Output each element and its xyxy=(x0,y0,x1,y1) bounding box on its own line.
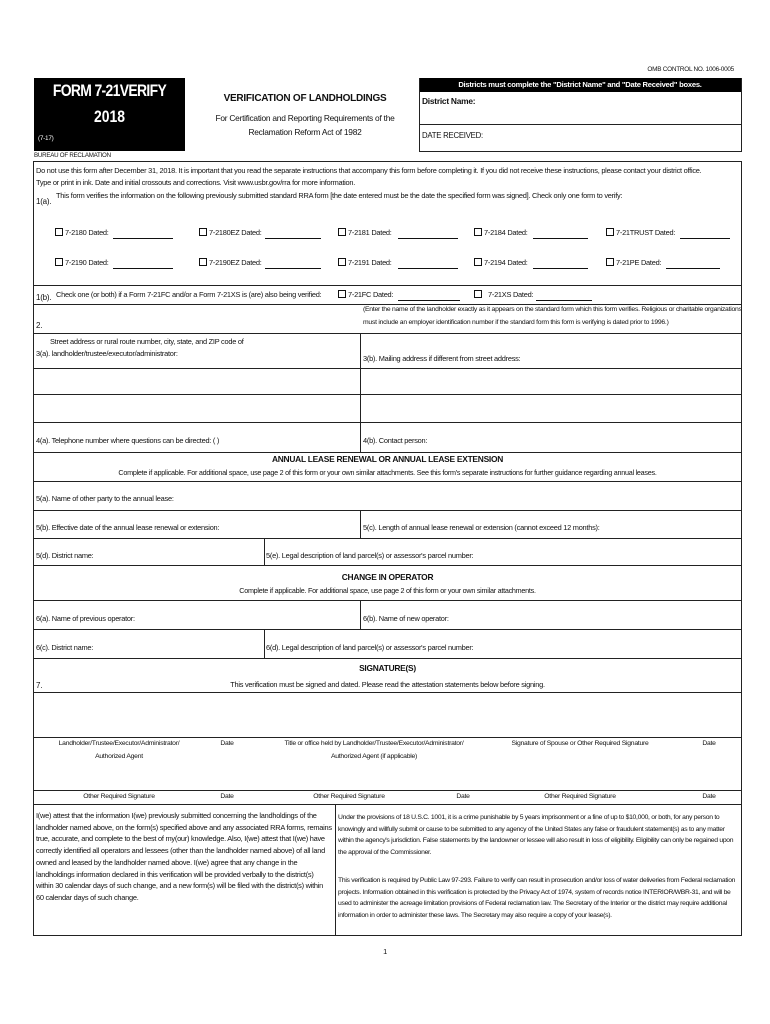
omb-control-number: OMB CONTROL NO. 1006-0005 xyxy=(647,66,734,73)
form-7-2190-date[interactable] xyxy=(113,268,173,269)
penalty-statement: Under the provisions of 18 U.S.C. 1001, it is a crime punishable by 5 years imprisonment or a fine of up to $10,000, or both, for any person to knowingly and willfully submit or cause to be submitted to any agency of the United States any false or fraudulent statement(s) as to any matter within the agency's jurisdiction. False statements by the landowner or lessee will also result in loss of eligibility. Eligibility can only be regained upon the approval of the Commissioner. xyxy=(338,814,734,857)
form-7-21trust-date[interactable] xyxy=(680,238,730,239)
sig-other-date-1: Date xyxy=(220,793,234,800)
checkbox-7-2191[interactable] xyxy=(338,258,346,266)
checkbox-7-2180[interactable] xyxy=(55,228,63,236)
form-7-2190ez-date[interactable] xyxy=(265,268,321,269)
q6a-label[interactable]: 6(a). Name of previous operator: xyxy=(36,614,135,623)
sig-other-date-3: Date xyxy=(702,793,716,800)
sig-col-landholder-2: Authorized Agent xyxy=(95,753,143,760)
q5a-label[interactable]: 5(a). Name of other party to the annual lease: xyxy=(36,494,174,503)
sig-other-date-2: Date xyxy=(456,793,470,800)
form-7-2181-label: 7-2181 Dated: xyxy=(348,228,392,237)
sig-col-date-2: Date xyxy=(702,740,716,747)
subtitle-line-2: Reclamation Reform Act of 1982 xyxy=(248,127,362,137)
q2-note-1: (Enter the name of the landholder exactly as it appears on the standard form which this form verifies. Religious or charitable organizations xyxy=(363,306,742,313)
lease-section-title: ANNUAL LEASE RENEWAL OR ANNUAL LEASE EXTENSION xyxy=(271,454,504,464)
q1a-number: 1(a). xyxy=(36,197,52,206)
form-7-2180ez-date[interactable] xyxy=(265,238,321,239)
sig-col-title-1: Title or office held by Landholder/Trustee/Executor/Administrator/ xyxy=(284,740,464,747)
q6b-label[interactable]: 6(b). Name of new operator: xyxy=(363,614,449,623)
signatures-title: SIGNATURE(S) xyxy=(359,663,416,673)
main-title: VERIFICATION OF LANDHOLDINGS xyxy=(223,93,387,104)
district-banner-text: Districts must complete the "District Name" and "Date Received" boxes. xyxy=(458,80,702,89)
secondary-signature-area[interactable] xyxy=(34,765,741,789)
form-revision: (7-17) xyxy=(38,135,54,142)
sig-col-title-2: Authorized Agent (if applicable) xyxy=(330,753,418,760)
intro-line-2: Type or print in ink. Date and initial crossouts and corrections. Visit www.usbr.gov/rra for more information. xyxy=(36,178,356,187)
sig-col-spouse: Signature of Spouse or Other Required Signature xyxy=(511,740,649,747)
q1a-text: This form verifies the information on the following previously submitted standard RRA form [the date entered must be the date the specified form was signed]. Check only one form to verify: xyxy=(56,191,623,200)
sig-other-2: Other Required Signature xyxy=(313,793,385,800)
form-7-2194-label: 7-2194 Dated: xyxy=(484,258,528,267)
checkbox-7-21fc[interactable] xyxy=(338,290,346,298)
form-title-block xyxy=(34,78,185,151)
checkbox-7-21trust[interactable] xyxy=(606,228,614,236)
q2-note-2: must include an employer identification number if the standard form this form is verifying is dated prior to 1996.) xyxy=(363,319,669,326)
form-7-2181-date[interactable] xyxy=(398,238,458,239)
form-7-21fc-label: 7-21FC Dated: xyxy=(348,290,394,299)
checkbox-7-2184[interactable] xyxy=(474,228,482,236)
lease-section-note: Complete if applicable. For additional space, use page 2 of this form or your own similar attachments. See this form's separate instructions for further guidance regarding annual leases. xyxy=(118,468,657,477)
q6c-label[interactable]: 6(c). District name: xyxy=(36,643,94,652)
operator-section-title: CHANGE IN OPERATOR xyxy=(341,572,434,582)
date-received-field[interactable] xyxy=(420,125,740,150)
q3b-label: 3(b). Mailing address if different from street address: xyxy=(363,354,521,363)
mailing-address-line-1[interactable] xyxy=(361,369,741,394)
subtitle-line-1: For Certification and Reporting Requirements of the xyxy=(215,113,395,123)
street-address-line-2[interactable] xyxy=(34,395,359,422)
signatures-note: This verification must be signed and dated. Please read the attestation statements below before signing. xyxy=(230,680,545,689)
checkbox-7-2181[interactable] xyxy=(338,228,346,236)
q5e-label[interactable]: 5(e). Legal description of land parcel(s) or assessor's parcel number: xyxy=(266,551,474,560)
sig-col-date-1: Date xyxy=(220,740,234,747)
sig-other-3: Other Required Signature xyxy=(544,793,616,800)
q2-number: 2. xyxy=(36,321,43,330)
intro-line-1: Do not use this form after December 31, 2018. It is important that you read the separate instructions that accompany this form before completing it. If you did not receive these instructions, please contact your district office. xyxy=(36,166,702,175)
form-title: FORM 7-21VERIFY xyxy=(52,81,167,100)
district-name-label: District Name: xyxy=(422,96,476,106)
form-7-21xs-label: 7-21XS Dated: xyxy=(488,290,534,299)
form-7-2184-date[interactable] xyxy=(533,238,588,239)
checkbox-7-2180ez[interactable] xyxy=(199,228,207,236)
form-7-21trust-label: 7-21TRUST Dated: xyxy=(616,228,676,237)
sig-other-1: Other Required Signature xyxy=(83,793,155,800)
checkbox-7-2194[interactable] xyxy=(474,258,482,266)
page-number: 1 xyxy=(383,947,387,956)
primary-signature-area[interactable] xyxy=(34,693,741,737)
form-7-2190-label: 7-2190 Dated: xyxy=(65,258,109,267)
form-7-2184-label: 7-2184 Dated: xyxy=(484,228,528,237)
operator-section-note: Complete if applicable. For additional space, use page 2 of this form or your own similar attachments. xyxy=(239,586,536,595)
checkbox-7-21pe[interactable] xyxy=(606,258,614,266)
q4a-phone-label[interactable]: 4(a). Telephone number where questions can be directed: ( ) xyxy=(36,436,220,445)
q5c-label[interactable]: 5(c). Length of annual lease renewal or extension (cannot exceed 12 months): xyxy=(363,523,600,532)
form-7-2191-date[interactable] xyxy=(398,268,458,269)
q3a-line-2: 3(a). landholder/trustee/executor/administrator: xyxy=(36,349,178,358)
street-address-line-1[interactable] xyxy=(34,369,359,394)
form-7-21xs-date[interactable] xyxy=(536,300,592,301)
form-7-2191-label: 7-2191 Dated: xyxy=(348,258,392,267)
district-name-field[interactable] xyxy=(420,92,740,118)
q1b-text: Check one (or both) if a Form 7-21FC and/or a Form 7-21XS is (are) also being verified: xyxy=(56,290,322,299)
checkbox-7-2190[interactable] xyxy=(55,258,63,266)
form-7-21fc-date[interactable] xyxy=(398,300,460,301)
q5d-label[interactable]: 5(d). District name: xyxy=(36,551,94,560)
agency-name: BUREAU OF RECLAMATION xyxy=(34,152,111,159)
district-banner xyxy=(419,78,741,92)
mailing-address-line-2[interactable] xyxy=(361,395,741,422)
q4b-contact-label[interactable]: 4(b). Contact person: xyxy=(363,436,428,445)
q5b-label[interactable]: 5(b). Effective date of the annual lease renewal or extension: xyxy=(36,523,220,532)
form-7-21pe-date[interactable] xyxy=(666,268,720,269)
sig-col-landholder-1: Landholder/Trustee/Executor/Administrator/ xyxy=(58,740,180,747)
q1b-number: 1(b). xyxy=(36,293,52,302)
form-7-21pe-label: 7-21PE Dated: xyxy=(616,258,662,267)
attestation-statement: I(we) attest that the information I(we) previously submitted concerning the landholdings of the landholder named above, on the form(s) specified above and any associated RRA forms, remains true, accurate, and complete to the best of my(our) knowledge. Also, I(we) attest that I(we) have correctly identified all operators and lessees (other than the landholder named above) of all land owned and leased by the landholder named above. I(we) agree that any change in the landholdings information declared in this verification will be provided verbally to the district(s) within 30 calendar days of such change, and a new form(s) will be filed with the district(s) within 60 calendar days of such change. xyxy=(36,811,332,902)
checkbox-7-2190ez[interactable] xyxy=(199,258,207,266)
checkbox-7-21xs[interactable] xyxy=(474,290,482,298)
form-7-2180-label: 7-2180 Dated: xyxy=(65,228,109,237)
landholder-name-field[interactable] xyxy=(34,305,359,333)
form-year: 2018 xyxy=(93,107,126,126)
form-7-2190ez-label: 7-2190EZ Dated: xyxy=(209,258,262,267)
q7-number: 7. xyxy=(36,681,43,690)
privacy-statement: This verification is required by Public Law 97-293. Failure to verify can result in prosecution and/or loss of water deliveries from Federal reclamation projects. Information obtained in this verification is protected by the Privacy Act of 1974, system of records notice INTERIOR/WBR-31, and will be used to administer the acreage limitation provisions of Federal reclamation law. The Secretary of the Interior or the district may require additional information in order to administer these laws. The Secretary may also require a copy of your lease(s). xyxy=(338,877,736,920)
form-7-2180ez-label: 7-2180EZ Dated: xyxy=(209,228,262,237)
date-received-label: DATE RECEIVED: xyxy=(422,131,483,140)
q6d-label[interactable]: 6(d). Legal description of land parcel(s) or assessor's parcel number: xyxy=(266,643,474,652)
form-7-2194-date[interactable] xyxy=(533,268,588,269)
form-7-2180-date[interactable] xyxy=(113,238,173,239)
q3a-line-1: Street address or rural route number, city, state, and ZIP code of xyxy=(50,337,244,346)
